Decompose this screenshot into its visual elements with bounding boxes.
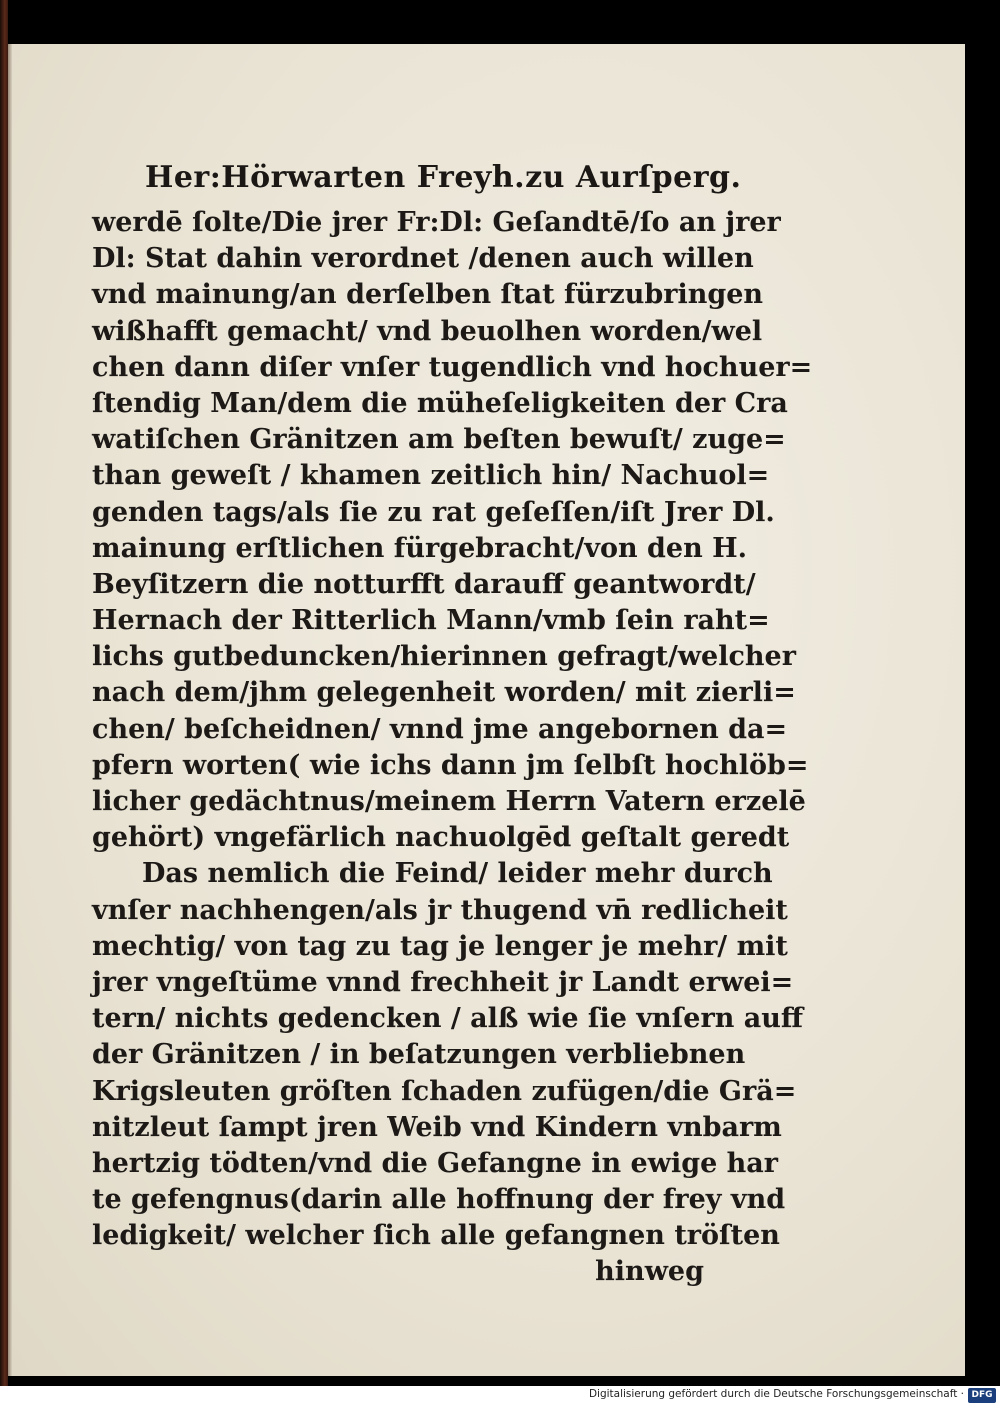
text-line: lichs gutbeduncken/hierinnen gefragt/welcher	[92, 641, 796, 673]
text-line: nitzleut ſampt jren Weib vnd Kindern vnbarm	[92, 1111, 782, 1143]
book-binding	[0, 0, 8, 1386]
text-line: Krigsleuten gröſten ſchaden zufügen/die Grä=	[92, 1075, 797, 1107]
dfg-logo: DFG	[968, 1388, 996, 1403]
text-line: gehört) vngefärlich nachuolgēd geſtalt geredt	[92, 822, 790, 854]
text-line: chen dann diſer vnſer tugendlich vnd hochuer=	[92, 351, 813, 383]
text-line: mechtig/ von tag zu tag je lenger je mehr/ mit	[92, 930, 788, 962]
text-line: Beyſitzern die notturfft darauff geantwordt/	[92, 568, 756, 600]
text-line: jrer vngeſtüme vnnd frechheit jr Landt erwei=	[92, 966, 794, 998]
text-line: mainung erſtlichen fürgebracht/von den H.	[92, 532, 748, 564]
text-line: Dl: Stat dahin verordnet /denen auch willen	[92, 243, 754, 275]
text-line: vnd mainung/an derſelben ſtat fürzubringen	[92, 279, 764, 311]
text-line: vnſer nachhengen/als jr thugend vn̄ redlicheit	[92, 894, 788, 926]
text-line: wißhafft gemacht/ vnd beuolhen worden/wel	[92, 315, 763, 347]
text-line: ledigkeit/ welcher ſich alle gefangnen tröſten	[92, 1220, 780, 1252]
text-line: genden tags/als ſie zu rat geſeſſen/iſt Jrer Dl.	[92, 496, 775, 528]
text-line-paragraph-start: Das nemlich die Feind/ leider mehr durch	[142, 858, 773, 890]
text-line: der Gränitzen / in beſatzungen verbliebnen	[92, 1039, 746, 1071]
text-line: werdē ſolte/Die jrer Fr:Dl: Geſandtē/ſo an jrer	[92, 207, 781, 238]
text-line: hertzig tödten/vnd die Gefangne in ewige har	[92, 1147, 779, 1179]
catchword: hinweg	[595, 1256, 704, 1288]
text-line: te gefengnus(darin alle hoffnung der frey vnd	[92, 1184, 786, 1216]
text-line: than geweſt / khamen zeitlich hin/ Nachuol=	[92, 460, 770, 492]
text-block	[92, 205, 813, 1291]
text-line: chen/ beſcheidnen/ vnnd jme angebornen da=	[92, 713, 788, 745]
text-line: nach dem/jhm gelegenheit worden/ mit zierli=	[92, 677, 796, 709]
page-edge	[8, 44, 12, 1376]
text-line: Hernach der Ritterlich Mann/vmb ſein raht=	[92, 605, 770, 637]
text-line: pfern worten( wie ichs dann jm ſelbſt hochlöb=	[92, 749, 809, 781]
funding-credit: Digitalisierung gefördert durch die Deutsche Forschungsgemeinschaft ·	[588, 1388, 964, 1400]
text-line: tern/ nichts gedencken / alß wie ſie vnſern auff	[92, 1003, 804, 1035]
footer-bar	[0, 1386, 1000, 1406]
text-line: ſtendig Man/dem die müheſeligkeiten der Cra	[92, 387, 788, 419]
running-header: Her:Hörwarten Freyh.zu Aurſperg.	[145, 160, 742, 195]
text-line: licher gedächtnus/meinem Herrn Vatern erzelē	[92, 786, 806, 817]
text-line: watiſchen Gränitzen am beſten bewuſt/ zuge=	[92, 424, 786, 456]
